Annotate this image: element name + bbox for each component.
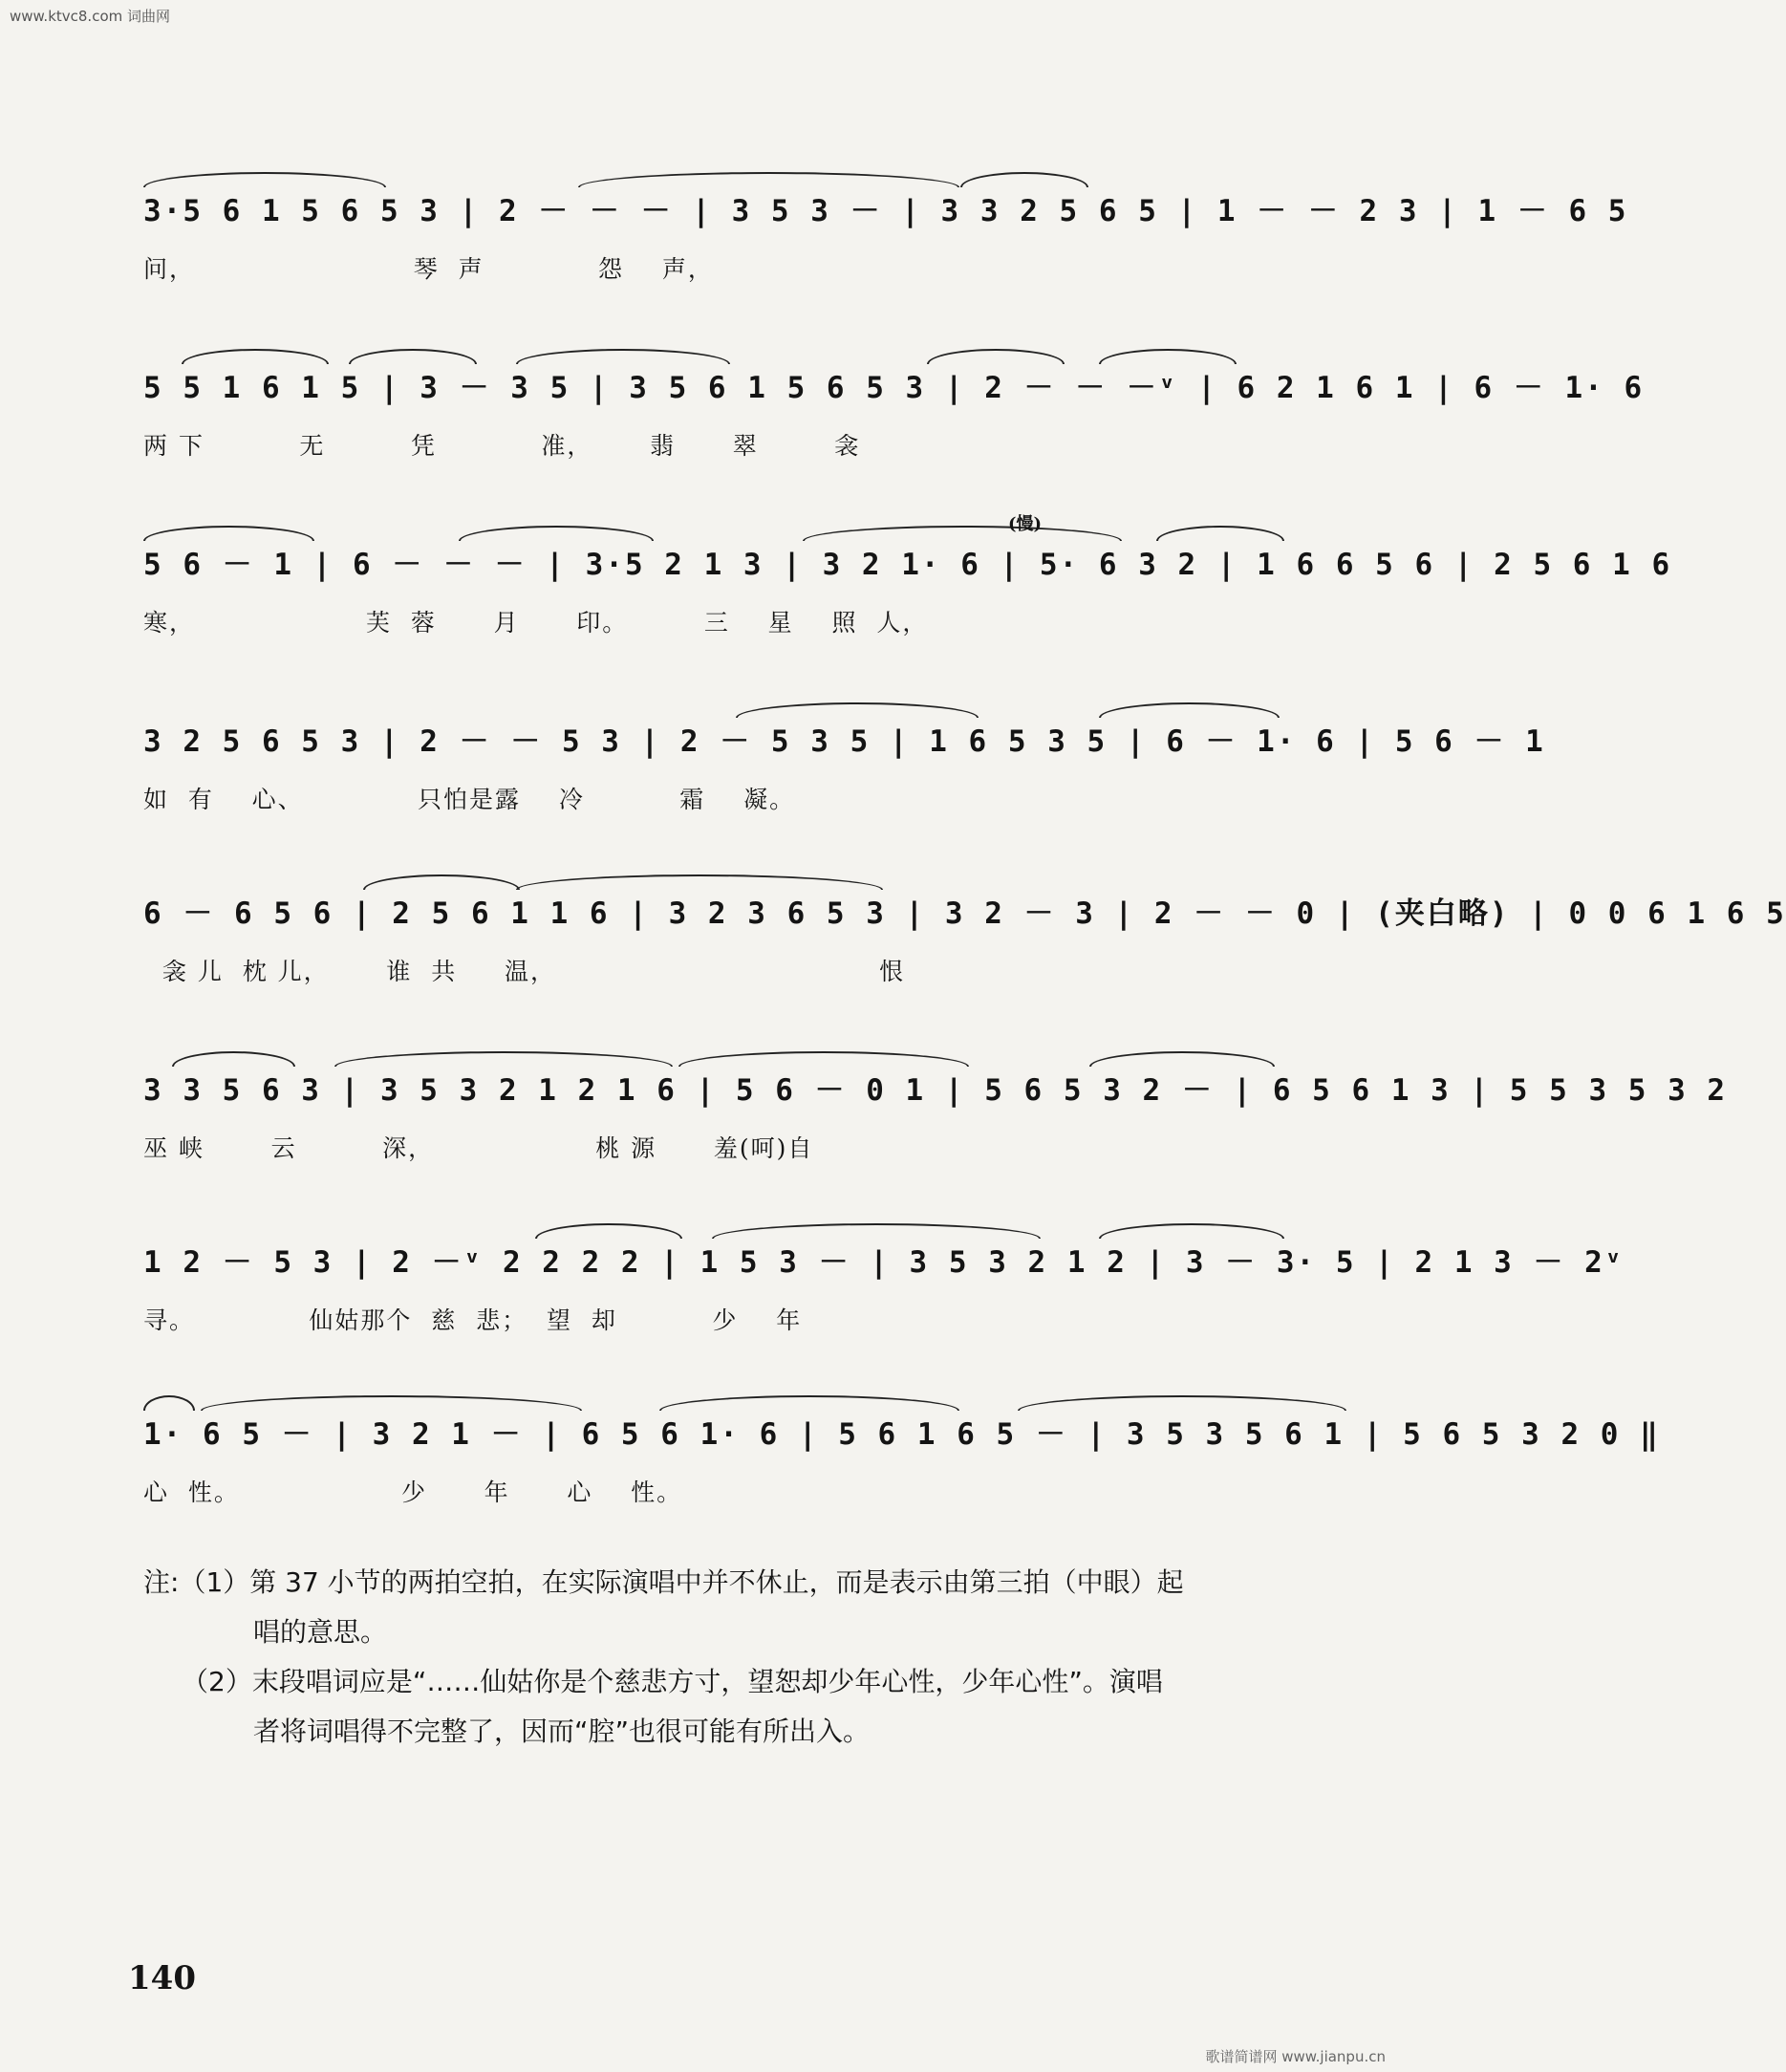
footnote-1-text: （1）第 37 小节的两拍空拍，在实际演唱中并不休止，而是表示由第三拍（中眼）起	[179, 1566, 1184, 1598]
jianpu-notes: 5 5 1 6 1 5 | 3 － 3 5 | 3 5 6 1 5 6 5 3 | 2 － － －ᵛ | 6 2 1 6 1 | 6 － 1· 6	[143, 371, 1645, 405]
score-system-6	[143, 1051, 1728, 1168]
slur	[201, 1395, 582, 1411]
staff	[143, 514, 1672, 594]
slur	[334, 1051, 673, 1067]
slur	[535, 1223, 682, 1239]
slur	[578, 172, 959, 187]
slur	[143, 172, 386, 187]
slur	[678, 1051, 969, 1067]
slur	[172, 1051, 295, 1067]
staff	[143, 349, 1645, 418]
jianpu-notes: 1· 6 5 － | 3 2 1 － | 6 5 6 1· 6 | 5 6 1 6 5 － | 3 5 3 5 6 1 | 5 6 5 3 2 0 ‖	[143, 1417, 1660, 1452]
slur	[1089, 1051, 1275, 1067]
lyrics-line: 寻。 仙姑那个 慈 悲； 望 却 少 年	[143, 1306, 803, 1334]
slur	[349, 349, 477, 364]
score-system-3	[143, 514, 1672, 642]
jianpu-notes: 5 6 － 1 | 6 － － － | 3·5 2 1 3 | 3 2 1· 6 | 5· 6 3 2 | 1 6 6 5 6 | 2 5 6 1 6	[143, 548, 1672, 582]
score-system-7	[143, 1223, 1625, 1340]
footnote-prefix: 注:	[143, 1566, 180, 1598]
slur	[516, 349, 730, 364]
slur	[1099, 702, 1280, 718]
score-system-1	[143, 172, 1628, 289]
lyrics-line: 问， 琴 声 怨 声，	[143, 255, 714, 283]
slur	[143, 526, 314, 541]
jianpu-notes: 3 3 5 6 3 | 3 5 3 2 1 2 1 6 | 5 6 － 0 1 | 5 6 5 3 2 － | 6 5 6 1 3 | 5 5 3 5 3 2	[143, 1073, 1728, 1108]
watermark-top: www.ktvc8.com 词曲网	[10, 8, 171, 25]
slur	[960, 172, 1088, 187]
staff	[143, 874, 1786, 943]
slur	[516, 874, 883, 890]
slur	[712, 1223, 1041, 1239]
score-system-4	[143, 702, 1545, 819]
slur	[1099, 1223, 1284, 1239]
jianpu-notes: 1 2 － 5 3 | 2 －ᵛ 2 2 2 2 | 1 5 3 － | 3 5 3 2 1 2 | 3 － 3· 5 | 2 1 3 － 2ᵛ	[143, 1245, 1625, 1280]
lyrics-line: 两 下 无 凭 准， 翡 翠 衾	[143, 432, 861, 460]
score-system-8	[143, 1395, 1660, 1512]
lyrics-line: 心 性。 少 年 心 性。	[143, 1478, 683, 1506]
lyrics-line: 寒， 芙 蓉 月 印。 三 星 照 人，	[143, 609, 929, 637]
page-number: 140	[128, 1959, 196, 1997]
jianpu-notes: 6 － 6 5 6 | 2 5 6 1 1 6 | 3 2 3 6 5 3 | 3 2 － 3 | 2 － － 0 | (夹白略) | 0 0 6 1 6 5	[143, 896, 1786, 931]
slur	[459, 526, 654, 541]
slur	[659, 1395, 959, 1411]
watermark-bottom: 歌谱简谱网 www.jianpu.cn	[1205, 2048, 1386, 2065]
slur	[143, 1395, 195, 1411]
tempo-direction: (慢)	[1008, 514, 1043, 534]
lyrics-line: 如 有 心、 只怕是露 冷 霜 凝。	[143, 786, 796, 813]
slur	[182, 349, 329, 364]
slur	[363, 874, 520, 890]
lyrics-line: 衾 儿 枕 儿， 谁 共 温， 恨	[143, 958, 906, 985]
footnote-2: （2）末段唱词应是“……仙姑你是个慈悲方寸，望恕却少年心性，少年心性”。演唱	[182, 1666, 1163, 1697]
staff	[143, 702, 1545, 771]
footnote-2-continuation: 者将词唱得不完整了，因而“腔”也很可能有所出入。	[253, 1716, 871, 1747]
slur	[736, 702, 979, 718]
slur	[1018, 1395, 1346, 1411]
jianpu-notes: 3·5 6 1 5 6 5 3 | 2 － － － | 3 5 3 － | 3 3 2 5 6 5 | 1 － － 2 3 | 1 － 6 5	[143, 194, 1628, 228]
staff	[143, 1223, 1625, 1292]
score-system-5	[143, 874, 1786, 991]
footnotes	[143, 1558, 1280, 1757]
footnote-1	[143, 1558, 1280, 1608]
staff	[143, 172, 1628, 241]
slur	[803, 526, 1122, 541]
score-system-2	[143, 349, 1645, 465]
slur	[1099, 349, 1237, 364]
slur	[927, 349, 1065, 364]
staff	[143, 1395, 1660, 1464]
jianpu-notes: 3 2 5 6 5 3 | 2 － － 5 3 | 2 － 5 3 5 | 1 6 5 3 5 | 6 － 1· 6 | 5 6 － 1	[143, 724, 1545, 759]
slur	[1156, 526, 1284, 541]
staff	[143, 1051, 1728, 1120]
footnote-1-continuation: 唱的意思。	[253, 1616, 388, 1648]
lyrics-line: 巫 峡 云 深， 桃 源 羞(呵)自	[143, 1134, 814, 1162]
